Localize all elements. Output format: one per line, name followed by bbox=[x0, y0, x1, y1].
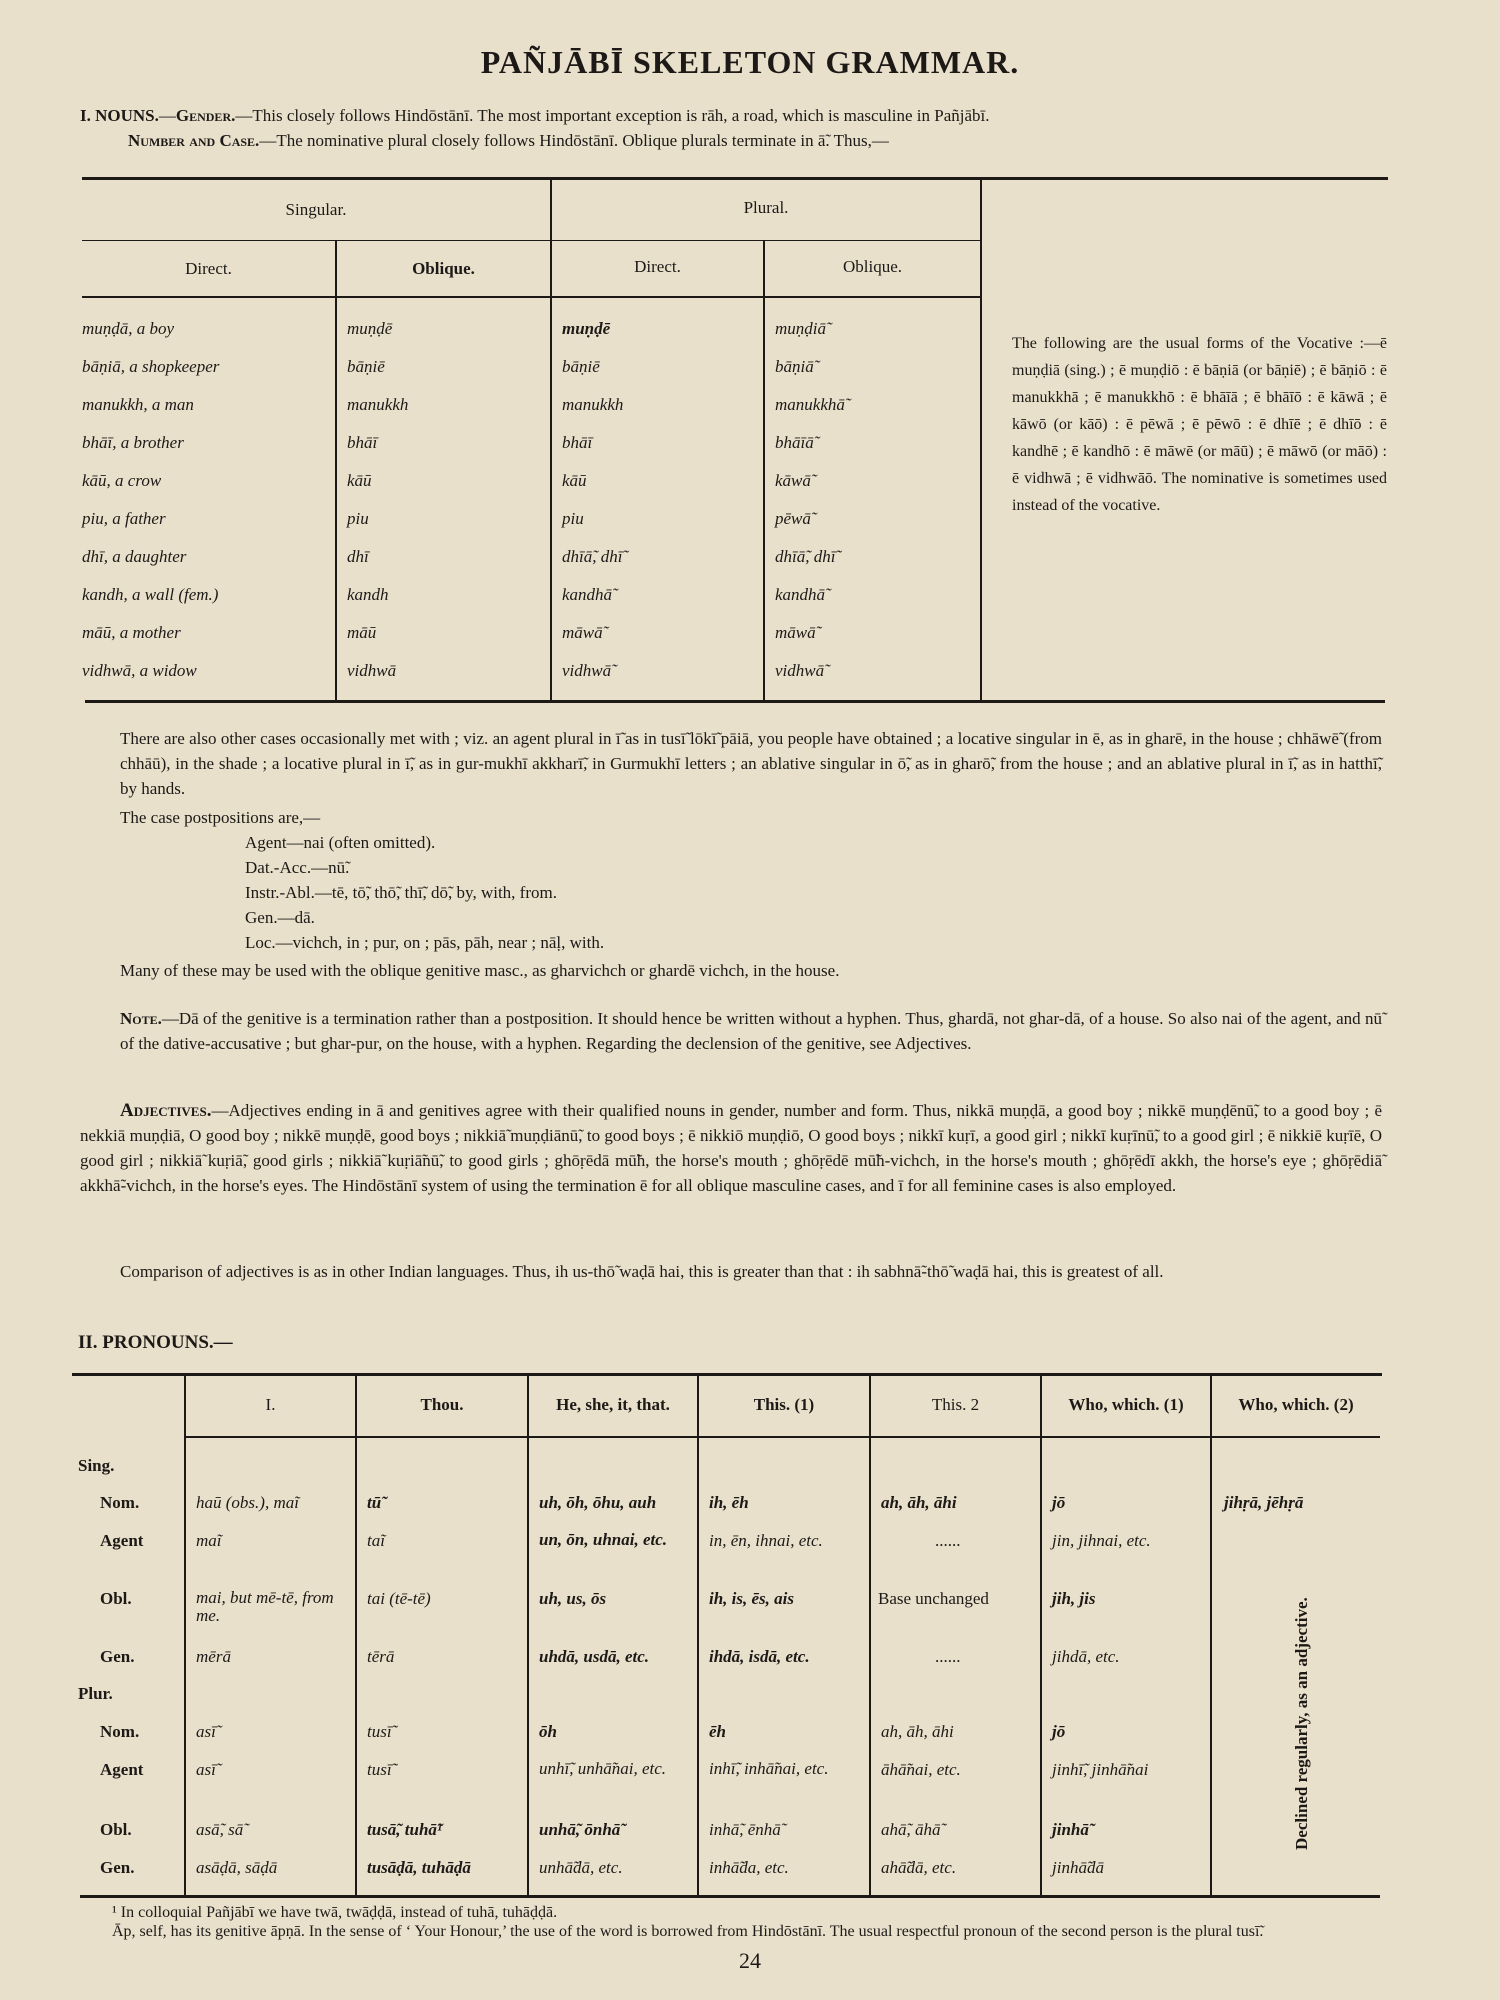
row-label: Obl. bbox=[100, 1820, 132, 1839]
pronoun-cell: un, ōn, uhnai, etc. bbox=[539, 1530, 668, 1549]
noun-cell: muṇḍiā̃ bbox=[775, 319, 826, 338]
header-sing-direct: Direct. bbox=[185, 259, 232, 278]
noun-cell: dhīā̃, dhī̃ bbox=[562, 547, 623, 566]
pronoun-cell: jihdā, etc. bbox=[1052, 1647, 1120, 1666]
table-bottom-rule bbox=[85, 700, 1385, 703]
pronoun-cell: asī̃ bbox=[196, 1722, 216, 1741]
pronoun-bottom-rule bbox=[80, 1895, 1380, 1898]
pronoun-cell: mai, but mē-tē, from me. bbox=[196, 1588, 334, 1625]
pronoun-col-header: He, she, it, that. bbox=[556, 1395, 670, 1414]
pronouns-heading: II. PRONOUNS.— bbox=[78, 1332, 233, 1353]
noun-cell: manukkh, a man bbox=[82, 395, 194, 414]
noun-cell: bhāīā̃ bbox=[775, 433, 814, 452]
gender-text: This closely follows Hindōstānī. The most important exception is rāh, a road, which is masculine in Pañjābī. bbox=[252, 106, 990, 125]
postposition-item: Dat.-Acc.—nū̃. bbox=[245, 858, 350, 877]
number-label: Number and Case. bbox=[128, 131, 260, 150]
note-label: Note. bbox=[120, 1009, 162, 1028]
header-sing-oblique: Oblique. bbox=[412, 259, 475, 278]
row-label: Gen. bbox=[100, 1858, 135, 1877]
nouns-gender-line: I. NOUNS.—Gender.—This closely follows Hindōstānī. The most important exception is rāh, a road, which is masculine in Pañjābī. bbox=[80, 106, 990, 125]
footnote-1: ¹ In colloquial Pañjābī we have twā, twāḍḍā, instead of tuhā, tuhāḍḍā. bbox=[112, 1904, 558, 1921]
pronoun-cell: jinhī̃, jinhā̃nai bbox=[1052, 1760, 1149, 1779]
pronoun-col-header: Thou. bbox=[420, 1395, 464, 1414]
postposition-item: Agent—nai (often omitted). bbox=[245, 833, 436, 852]
adjectives-text: —Adjectives ending in ā and genitives agree with their qualified nouns in gender, number and form. Thus, nikkā muṇḍā, a good boy ; nikkē muṇḍēnū̃, to a good boy ; ē nekkiā muṇḍiā, O good boy ; nikkē muṇḍē, good boys ; nikkiā̃ muṇḍiānū̃, to good boys ; ē nikkiō muṇḍiō, O good boys ; nikkī kuṛī, a good girl ; nikkī kuṛīnū̃, to a good girl ; ē nikkiē kuṛīē, O good girl ; nikkiā̃ kuṛiā̃, good girls ; nikkiā̃ kuṛiā̃nū̃, to good girls ; ghōṛēdā mū̃h, the horse's mouth ; ghōṛēdē mū̃h-vichch, in the horse's mouth ; ghōṛēdī akkh, the horse's eye ; ghōṛēdiā̃ akkhā̃-vichch, in the horse's eyes. The Hindōstānī system of using the termination ē for all oblique masculine cases, and ī for all feminine cases is also employed. bbox=[80, 1101, 1382, 1195]
noun-cell: manukkh bbox=[347, 395, 409, 414]
noun-cell: piu bbox=[562, 509, 584, 528]
pronoun-cell: ...... bbox=[935, 1531, 961, 1550]
noun-cell: muṇḍē bbox=[347, 319, 393, 338]
row-label: Nom. bbox=[100, 1493, 140, 1512]
pronoun-cell: ōh bbox=[539, 1722, 557, 1741]
noun-cell: māū bbox=[347, 623, 377, 642]
noun-cell: pēwā̃ bbox=[775, 509, 811, 528]
footnote-2: Āp, self, has its genitive āpṇā. In the sense of ‘ Your Honour,’ the use of the word is borrowed from Hindōstānī. The usual respectful pronoun of the second person is the plural tusī̃. bbox=[112, 1923, 1264, 1940]
header-plur-direct: Direct. bbox=[634, 257, 681, 276]
pronoun-vline bbox=[1040, 1376, 1042, 1895]
pronoun-cell: jin, jihnai, etc. bbox=[1052, 1531, 1151, 1550]
noun-cell: manukkh bbox=[562, 395, 624, 414]
pronoun-cell: maĩ bbox=[196, 1531, 222, 1550]
pronoun-cell: tusāḍā, tuhāḍā bbox=[367, 1858, 471, 1877]
noun-cell: māū, a mother bbox=[82, 623, 181, 642]
pronoun-cell: asā̃, sā̃ bbox=[196, 1820, 244, 1839]
noun-cell: kāū bbox=[347, 471, 372, 490]
noun-cell: vidhwā̃ bbox=[775, 661, 825, 680]
header-plural: Plural. bbox=[743, 198, 789, 217]
pronoun-col-header: This. 2 bbox=[931, 1395, 980, 1414]
comparison-paragraph: Comparison of adjectives is as in other Indian languages. Thus, ih us-thō̃ waḍā hai, this is greater than that : ih sabhnā̃-thō̃ waḍā hai, this is greatest of all. bbox=[120, 1262, 1164, 1281]
noun-cell: māwā̃ bbox=[562, 623, 603, 642]
postpositions-intro: The case postpositions are,— bbox=[120, 808, 321, 827]
pronoun-cell: tai (tē-tē) bbox=[367, 1589, 431, 1608]
header-plur-oblique: Oblique. bbox=[842, 257, 903, 276]
note-paragraph bbox=[120, 1006, 1382, 1056]
pronoun-cell: unhī̃, unhā̃nai, etc. bbox=[539, 1759, 667, 1778]
pronoun-vline bbox=[355, 1376, 357, 1895]
row-label: Agent bbox=[100, 1760, 144, 1779]
noun-cell: bāṇiā̃ bbox=[775, 357, 814, 376]
noun-cell: dhīā̃, dhī̃ bbox=[775, 547, 836, 566]
noun-cell: manukkhā̃ bbox=[775, 395, 845, 414]
pronoun-cell: jihṛā, jēhṛā bbox=[1224, 1493, 1304, 1512]
noun-cell: dhī, a daughter bbox=[82, 547, 187, 566]
page-title: PAÑJĀBĪ SKELETON GRAMMAR. bbox=[480, 44, 1020, 80]
postposition-item: Instr.-Abl.—tē, tō̃, thō̃, thī̃, dō̃, by, with, from. bbox=[245, 883, 557, 902]
pronoun-cell: ēh bbox=[709, 1722, 726, 1741]
page-number: 24 bbox=[739, 1948, 761, 1973]
noun-cell: māwā̃ bbox=[775, 623, 816, 642]
pronoun-cell: taĩ bbox=[367, 1531, 385, 1550]
pronoun-cell: inhā̃, ēnhā̃ bbox=[709, 1820, 781, 1839]
noun-cell: vidhwā bbox=[347, 661, 397, 680]
pronoun-cell: ahā̃dā, etc. bbox=[881, 1858, 957, 1877]
pronoun-col-header: Who, which. (2) bbox=[1238, 1395, 1354, 1414]
adjectives-paragraph bbox=[80, 1098, 1382, 1198]
noun-cell: muṇḍā, a boy bbox=[82, 319, 175, 338]
noun-cell: vidhwā, a widow bbox=[82, 661, 197, 680]
postposition-item: Loc.—vichch, in ; pur, on ; pās, pāh, near ; nāḷ, with. bbox=[245, 933, 605, 952]
pronoun-vline bbox=[1210, 1376, 1212, 1895]
plur-label: Plur. bbox=[78, 1684, 113, 1703]
note-text: —Dā of the genitive is a termination rather than a postposition. It should hence be written without a hyphen. Thus, ghardā, not ghar-dā, of a house. So also nai of the agent, and nū̃ of the dative-accusative ; but ghar-pur, on the house, with a hyphen. Regarding the declension of the genitive, see Adjectives. bbox=[120, 1009, 1382, 1053]
table-top-rule bbox=[82, 177, 1388, 180]
pronoun-cell: āhā̃nai, etc. bbox=[881, 1760, 961, 1779]
pronoun-cell: jih, jis bbox=[1052, 1589, 1096, 1608]
noun-cell: vidhwā̃ bbox=[562, 661, 612, 680]
pronoun-top-rule bbox=[72, 1373, 1382, 1376]
pronoun-header-rule bbox=[184, 1436, 1380, 1438]
pronoun-cell: uhdā, usdā, etc. bbox=[539, 1647, 650, 1666]
other-cases-paragraph: There are also other cases occasionally met with ; viz. an agent plural in ī̃ as in tusī̃ lōkī̃ pāiā, you people have obtained ; a locative singular in ē, as in gharē, in the house ; chhāwē̃ (from chhāū), in the shade ; a locative plural in ī̃, as in gur-mukhī akkharī̃, in Gurmukhī letters ; an ablative singular in ō̃, as in gharō̃, from the house ; and an ablative plural in ī̃, as in hatthī̃, by hands. bbox=[120, 729, 1382, 798]
pronoun-cell: asāḍā, sāḍā bbox=[196, 1858, 278, 1877]
pronoun-cell: tusā̃, tuhā̃¹ bbox=[367, 1820, 443, 1839]
noun-cell: bāṇiē bbox=[562, 357, 600, 376]
pronoun-cell: tusī̃ bbox=[367, 1722, 392, 1741]
pronoun-cell: Base unchanged bbox=[878, 1589, 989, 1608]
sing-label: Sing. bbox=[78, 1456, 115, 1475]
pronoun-vline bbox=[527, 1376, 529, 1895]
noun-cell: kandhā̃ bbox=[562, 585, 613, 604]
postposition-item: Gen.—dā. bbox=[245, 908, 315, 927]
noun-cell: kāū, a crow bbox=[82, 471, 162, 490]
nouns-heading: I. NOUNS. bbox=[80, 106, 159, 125]
pronoun-cell: mērā bbox=[196, 1647, 231, 1666]
pronoun-cell: uh, us, ōs bbox=[539, 1589, 607, 1608]
noun-cell: kandh, a wall (fem.) bbox=[82, 585, 219, 604]
pronoun-vline bbox=[184, 1376, 186, 1895]
pronoun-cell: inhā̃da, etc. bbox=[709, 1858, 789, 1877]
gender-label: Gender. bbox=[175, 106, 236, 125]
vocative-note: The following are the usual forms of the Vocative :—ē muṇḍiā (sing.) ; ē muṇḍiō : ē bāṇiā (or bāṇiē) ; ē bāṇiō : ē manukkhā ; ē manukkhō : ē bhāīā ; ē bhāīō : ē kāwā ; ē kāwō (or kāō) : ē pēwā ; ē pēwō : ē dhīē ; ē dhīō : ē kandhē ; ē kandhō : ē māwē (or māū) ; ē māwō (or māō) : ē vidhwā ; ē vidhwāō. The nominative is sometimes used instead of the vocative. bbox=[1012, 335, 1387, 514]
number-case-line: Number and Case.—The nominative plural closely follows Hindōstānī. Oblique plurals terminate in ā̃. Thus,— bbox=[128, 131, 889, 150]
pronoun-cell: ah, āh, āhi bbox=[881, 1722, 954, 1741]
noun-cell: kandhā̃ bbox=[775, 585, 826, 604]
noun-cell: bāṇiā, a shopkeeper bbox=[82, 357, 220, 376]
noun-cell: bhāī bbox=[347, 433, 378, 452]
pronoun-col-header: This. (1) bbox=[753, 1395, 815, 1414]
pronoun-col-header: Who, which. (1) bbox=[1068, 1395, 1184, 1414]
table-vline-4 bbox=[980, 178, 982, 700]
pronoun-cell: ah, āh, āhi bbox=[881, 1493, 957, 1512]
pronoun-col-header: I. bbox=[265, 1395, 276, 1414]
pronoun-cell: jinhā̃dā bbox=[1052, 1858, 1104, 1877]
row-label: Gen. bbox=[100, 1647, 135, 1666]
pronoun-cell: ahā̃, āhā̃ bbox=[881, 1820, 941, 1839]
pronoun-cell: unhā̃dā, etc. bbox=[539, 1858, 623, 1877]
pronoun-cell: in, ēn, ihnai, etc. bbox=[709, 1531, 823, 1550]
noun-cell: bāṇiē bbox=[347, 357, 385, 376]
pronoun-cell: jō bbox=[1052, 1493, 1066, 1512]
pronoun-cell: tusī̃ bbox=[367, 1760, 392, 1779]
header-singular: Singular. bbox=[285, 200, 347, 219]
postpositions-note: Many of these may be used with the oblique genitive masc., as gharvichch or ghardē vichch, in the house. bbox=[120, 961, 840, 980]
noun-cell: dhī bbox=[347, 547, 369, 566]
pronoun-cell: uh, ōh, ōhu, auh bbox=[539, 1493, 657, 1512]
pronoun-vline bbox=[869, 1376, 871, 1895]
pronoun-cell: tū̃ bbox=[367, 1493, 382, 1512]
pronoun-cell: jinhā̃ bbox=[1052, 1820, 1089, 1839]
postposition-list bbox=[245, 830, 604, 955]
noun-cell: muṇḍē bbox=[562, 319, 611, 338]
table-vline-3 bbox=[763, 240, 765, 700]
pronoun-cell: jō bbox=[1052, 1722, 1066, 1741]
noun-cell: kandh bbox=[347, 585, 389, 604]
noun-cell: bhāī bbox=[562, 433, 593, 452]
table-header-rule bbox=[82, 240, 982, 241]
pronoun-cell: ih, ēh bbox=[709, 1493, 749, 1512]
pronoun-cell: ih, is, ēs, ais bbox=[709, 1589, 795, 1608]
noun-cell: kāwā̃ bbox=[775, 471, 811, 490]
table-vline-1 bbox=[335, 240, 337, 700]
row-label: Agent bbox=[100, 1531, 144, 1550]
table-subheader-rule bbox=[82, 296, 982, 298]
pronoun-cell: unhā̃, ōnhā̃ bbox=[539, 1820, 621, 1839]
pronoun-cell: ihdā, isdā, etc. bbox=[709, 1647, 810, 1666]
pronoun-cell: tērā bbox=[367, 1647, 395, 1666]
row-label: Obl. bbox=[100, 1589, 132, 1608]
pronoun-cell: inhī̃, inhā̃nai, etc. bbox=[709, 1759, 829, 1778]
noun-cell: kāū bbox=[562, 471, 587, 490]
declined-note: Declined regularly, as an adjective. bbox=[1292, 1597, 1311, 1850]
adjectives-label: Adjectives. bbox=[120, 1100, 212, 1121]
noun-cell: bhāī, a brother bbox=[82, 433, 184, 452]
noun-cell: piu, a father bbox=[82, 509, 166, 528]
pronoun-vline bbox=[697, 1376, 699, 1895]
noun-cell: piu bbox=[347, 509, 369, 528]
pronoun-cell: asī̃ bbox=[196, 1760, 216, 1779]
number-text: The nominative plural closely follows Hindōstānī. Oblique plurals terminate in ā̃. Thus,— bbox=[276, 131, 889, 150]
pronoun-cell: haū (obs.), maĩ bbox=[196, 1493, 299, 1512]
pronoun-cell: ...... bbox=[935, 1647, 961, 1666]
row-label: Nom. bbox=[100, 1722, 140, 1741]
